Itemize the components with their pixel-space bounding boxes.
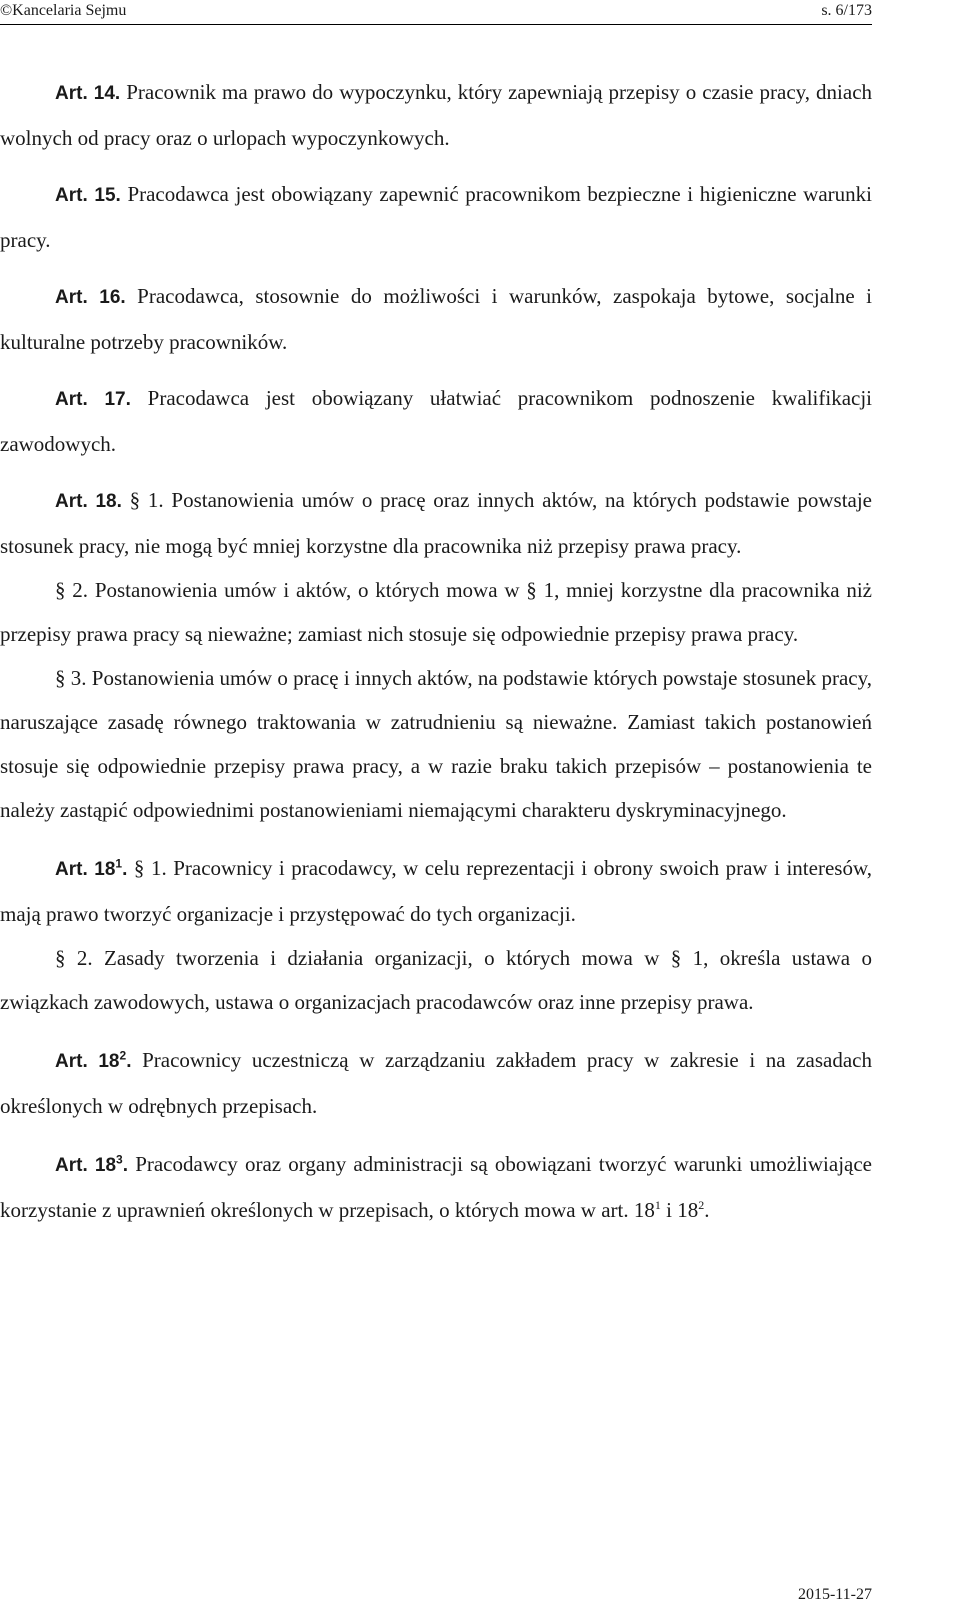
article-superscript: 3 bbox=[116, 1152, 123, 1167]
document-body bbox=[0, 70, 872, 1232]
reference-end: . bbox=[704, 1198, 710, 1222]
article-text: Pracodawca jest obowiązany ułatwiać pracownikom podnoszenie kwalifikacji zawodowych. bbox=[0, 386, 873, 456]
article-label-text: Art. 18 bbox=[55, 1051, 120, 1072]
article-label: Art. 18. bbox=[55, 491, 122, 512]
article-18-1-par-1 bbox=[0, 846, 872, 936]
article-16 bbox=[0, 274, 872, 364]
article-label: Art. 14. bbox=[55, 83, 121, 104]
article-label bbox=[55, 1048, 132, 1072]
article-label bbox=[55, 856, 128, 880]
article-label-text: Art. 18 bbox=[55, 1155, 117, 1176]
article-label-end: . bbox=[126, 1051, 132, 1072]
paragraph-text: § 2. Zasady tworzenia i działania organizacji, o których mowa w § 1, określa ustawa o związkach zawodowych, ustawa o organizacjach pracodawców oraz inne przepisy prawa. bbox=[0, 946, 872, 1014]
article-18-par-2 bbox=[0, 568, 872, 656]
article-text: § 1. Postanowienia umów o pracę oraz innych aktów, na których podstawie powstaje stosunek pracy, nie mogą być mniej korzystne dla pracownika niż przepisy prawa pracy. bbox=[0, 488, 873, 558]
article-text: § 1. Pracownicy i pracodawcy, w celu reprezentacji i obrony swoich praw i interesów, mają prawo tworzyć organizacje i przystępować do tych organizacji. bbox=[0, 856, 872, 926]
footer-date: 2015-11-27 bbox=[797, 1586, 872, 1603]
article-label bbox=[55, 1152, 129, 1176]
article-15 bbox=[0, 172, 872, 262]
article-superscript: 1 bbox=[115, 856, 123, 871]
paragraph-text: § 2. Postanowienia umów i aktów, o których mowa w § 1, mniej korzystne dla pracownika niż przepisy prawa pracy są nieważne; zamiast nich stosuje się odpowiednie przepisy prawa pracy. bbox=[0, 578, 872, 646]
article-17 bbox=[0, 376, 872, 466]
article-label-end: . bbox=[122, 1155, 129, 1176]
article-text: Pracodawca, stosownie do możliwości i warunków, zaspokaja bytowe, socjalne i kulturalne potrzeby pracowników. bbox=[0, 284, 873, 354]
article-text: Pracodawca jest obowiązany zapewnić pracownikom bezpieczne i higieniczne warunki pracy. bbox=[0, 182, 873, 252]
article-18-par-1 bbox=[0, 478, 872, 568]
reference-superscript-2: 2 bbox=[698, 1198, 705, 1212]
article-label-text: Art. 18 bbox=[55, 859, 116, 880]
page-header bbox=[0, 0, 872, 25]
paragraph-text: § 3. Postanowienia umów o pracę i innych aktów, na podstawie których powstaje stosunek pracy, naruszające zasadę równego traktowania w zatrudnieniu są nieważne. Zamiast takich postanowień stosuje się odpowiednie przepisy prawa pracy, a w razie braku takich przepisów – postanowienia te należy zastąpić odpowiednimi postanowieniami niemającymi charakteru dyskryminacyjnego. bbox=[0, 666, 872, 822]
article-text: Pracownicy uczestniczą w zarządzaniu zakładem pracy w zakresie i na zasadach określonych w odrębnych przepisach. bbox=[0, 1048, 872, 1118]
article-label: Art. 17. bbox=[55, 389, 131, 410]
article-label: Art. 16. bbox=[55, 287, 126, 308]
article-18-3 bbox=[0, 1142, 872, 1232]
reference-middle: i 18 bbox=[660, 1198, 699, 1222]
article-superscript: 2 bbox=[119, 1048, 127, 1063]
article-14 bbox=[0, 70, 872, 160]
copyright-label: ©Kancelaria Sejmu bbox=[0, 2, 127, 19]
article-18-2 bbox=[0, 1038, 872, 1128]
article-label: Art. 15. bbox=[55, 185, 121, 206]
article-18-par-3 bbox=[0, 656, 872, 832]
page-number: s. 6/173 bbox=[821, 2, 872, 19]
article-text: Pracodawcy oraz organy administracji są obowiązani tworzyć warunki umożliwiające korzystanie z uprawnień określonych w przepisach, o których mowa w art. 18 bbox=[0, 1152, 872, 1222]
article-label-end: . bbox=[122, 859, 128, 880]
article-text: Pracownik ma prawo do wypoczynku, który zapewniają przepisy o czasie pracy, dniach wolnych od pracy oraz o urlopach wypoczynkowych. bbox=[0, 80, 873, 150]
article-18-1-par-2 bbox=[0, 936, 872, 1024]
reference-superscript-1: 1 bbox=[654, 1198, 661, 1212]
